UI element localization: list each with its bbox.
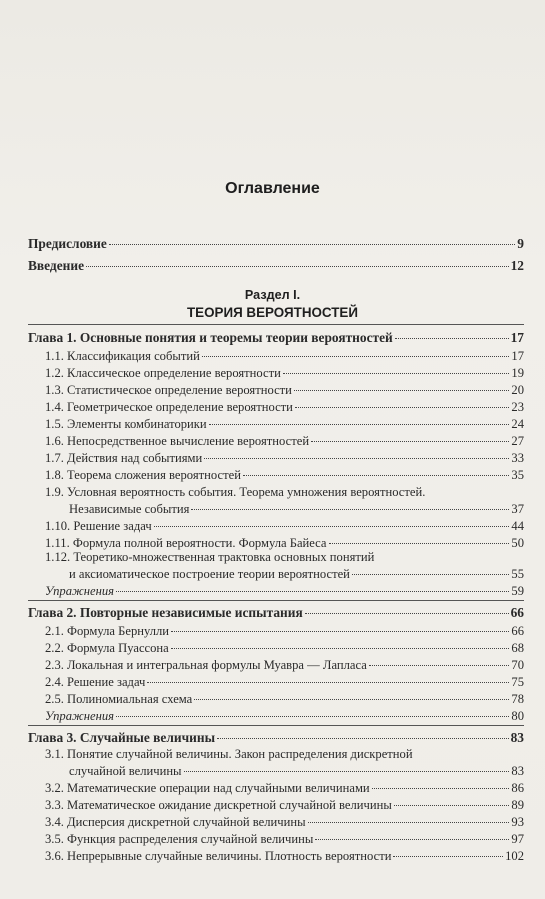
- toc-entry-preface[interactable]: Предисловие 9: [28, 236, 524, 251]
- toc-chapter-3[interactable]: Глава 3. Случайные величины 83: [28, 730, 524, 745]
- section-divider: [28, 324, 524, 325]
- toc-entry-introduction[interactable]: Введение 12: [28, 258, 524, 273]
- toc-item-1-2[interactable]: 1.2. Классическое определение вероятности 19: [45, 366, 524, 380]
- section-label: Раздел I.: [244, 288, 301, 302]
- toc-item-3-6[interactable]: 3.6. Непрерывные случайные величины. Плотность вероятности 102: [45, 849, 524, 863]
- chapter-divider-2: [28, 725, 524, 726]
- toc-chapter-2[interactable]: Глава 2. Повторные независимые испытания 66: [28, 605, 524, 620]
- toc-item-3-2[interactable]: 3.2. Математические операции над случайными величинами 86: [45, 781, 524, 795]
- toc-item-3-1[interactable]: случайной величины 83: [69, 764, 524, 778]
- toc-item-1-4[interactable]: 1.4. Геометрическое определение вероятности 23: [45, 400, 524, 414]
- toc-item-1-11[interactable]: 1.11. Формула полной вероятности. Формула Байеса 50: [45, 536, 524, 550]
- toc-item-1-12-line1[interactable]: 1.12. Теоретико-множественная трактовка основных понятий: [45, 550, 375, 564]
- toc-exercises-2[interactable]: Упражнения 80: [45, 709, 524, 723]
- toc-item-2-4[interactable]: 2.4. Решение задач 75: [45, 675, 524, 689]
- toc-item-2-5[interactable]: 2.5. Полиномиальная схема 78: [45, 692, 524, 706]
- toc-item-2-2[interactable]: 2.2. Формула Пуассона 68: [45, 641, 524, 655]
- toc-item-1-10[interactable]: 1.10. Решение задач 44: [45, 519, 524, 533]
- toc-item-1-6[interactable]: 1.6. Непосредственное вычисление вероятностей 27: [45, 434, 524, 448]
- toc-chapter-1[interactable]: Глава 1. Основные понятия и теоремы теории вероятностей 17: [28, 330, 524, 345]
- toc-item-1-12[interactable]: и аксиоматическое построение теории вероятностей 55: [69, 567, 524, 581]
- toc-item-1-3[interactable]: 1.3. Статистическое определение вероятности 20: [45, 383, 524, 397]
- toc-item-3-5[interactable]: 3.5. Функция распределения случайной величины 97: [45, 832, 524, 846]
- toc-item-3-4[interactable]: 3.4. Дисперсия дискретной случайной величины 93: [45, 815, 524, 829]
- chapter-divider-1: [28, 600, 524, 601]
- toc-item-1-8[interactable]: 1.8. Теорема сложения вероятностей 35: [45, 468, 524, 482]
- page-title: Оглавление: [225, 180, 320, 197]
- section-name: ТЕОРИЯ ВЕРОЯТНОСТЕЙ: [187, 305, 358, 320]
- toc-item-3-1-line1[interactable]: 3.1. Понятие случайной величины. Закон распределения дискретной: [45, 747, 413, 761]
- toc-exercises-1[interactable]: Упражнения 59: [45, 584, 524, 598]
- toc-item-2-3[interactable]: 2.3. Локальная и интегральная формулы Муавра — Лапласа 70: [45, 658, 524, 672]
- toc-item-1-1[interactable]: 1.1. Классификация событий 17: [45, 349, 524, 363]
- toc-item-2-1[interactable]: 2.1. Формула Бернулли 66: [45, 624, 524, 638]
- toc-item-1-7[interactable]: 1.7. Действия над событиями 33: [45, 451, 524, 465]
- toc-item-1-9[interactable]: Независимые события 37: [69, 502, 524, 516]
- toc-item-3-3[interactable]: 3.3. Математическое ожидание дискретной случайной величины 89: [45, 798, 524, 812]
- toc-item-1-9-line1[interactable]: 1.9. Условная вероятность события. Теорема умножения вероятностей.: [45, 485, 426, 499]
- toc-item-1-5[interactable]: 1.5. Элементы комбинаторики 24: [45, 417, 524, 431]
